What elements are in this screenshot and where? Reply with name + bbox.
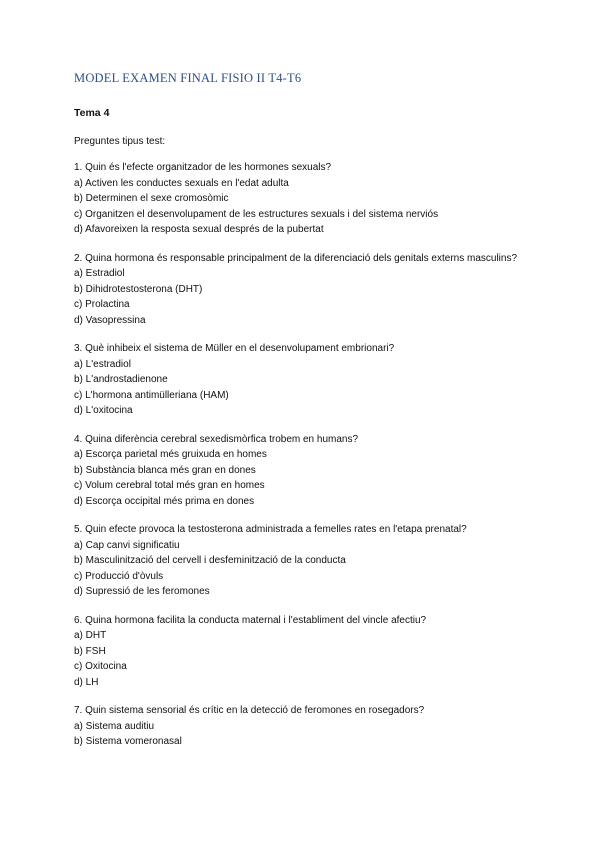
question-text: 2. Quina hormona és responsable principalment de la diferenciació dels genitals externs masculins? — [74, 252, 518, 264]
option-a: a) Activen les conductes sexuals en l'edat adulta — [74, 177, 289, 189]
option-d: d) Vasopressina — [74, 314, 146, 326]
question-list — [74, 160, 584, 763]
option-a: a) L'estradiol — [74, 358, 131, 370]
question-text: 1. Quin és l'efecte organitzador de les hormones sexuals? — [74, 162, 332, 173]
option-c: c) Producció d'òvuls — [74, 570, 164, 582]
question-4 — [74, 432, 584, 510]
option-d: d) L'oxitocina — [74, 405, 133, 416]
option-c: c) Oxitocina — [74, 661, 127, 672]
option-d: d) Escorça occipital més prima en dones — [74, 495, 255, 507]
question-7 — [74, 703, 584, 750]
option-b: b) Sistema vomeronasal — [74, 736, 182, 747]
option-a: a) Sistema auditiu — [74, 720, 155, 732]
intro-text: Preguntes tipus test: — [74, 136, 166, 147]
question-6 — [74, 613, 584, 691]
option-a: a) Escorça parietal més gruixuda en homes — [74, 449, 267, 460]
question-text: 5. Quin efecte provoca la testosterona administrada a femelles rates en l'etapa prenatal? — [74, 524, 467, 535]
option-b: b) Determinen el sexe cromosòmic — [74, 193, 229, 204]
option-b: b) Masculinització del cervell i desfeminització de la conducta — [74, 555, 346, 566]
option-c: c) L'hormona antimülleriana (HAM) — [74, 389, 229, 401]
option-b: b) FSH — [74, 645, 106, 657]
document-title: MODEL EXAMEN FINAL FISIO II T4-T6 — [74, 71, 302, 85]
question-3 — [74, 341, 584, 419]
question-2 — [74, 251, 584, 329]
option-b: b) L'androstadienone — [74, 374, 168, 385]
option-a: a) Estradiol — [74, 268, 125, 279]
option-c: c) Volum cerebral total més gran en homes — [74, 480, 265, 491]
option-a: a) Cap canvi significatiu — [74, 539, 180, 551]
option-a: a) DHT — [74, 630, 107, 641]
question-text: 4. Quina diferència cerebral sexedismòrfica trobem en humans? — [74, 433, 359, 445]
section-heading: Tema 4 — [74, 107, 110, 119]
option-b: b) Substància blanca més gran en dones — [74, 464, 256, 476]
question-5 — [74, 522, 584, 600]
option-d: d) LH — [74, 676, 99, 688]
option-c: c) Organitzen el desenvolupament de les estructures sexuals i del sistema nerviós — [74, 208, 439, 220]
option-b: b) Dihidrotestosterona (DHT) — [74, 283, 203, 295]
option-d: d) Supressió de les feromones — [74, 586, 210, 597]
question-1 — [74, 160, 584, 238]
question-text: 3. Què inhibeix el sistema de Müller en el desenvolupament embrionari? — [74, 343, 395, 354]
question-text: 6. Quina hormona facilita la conducta maternal i l'establiment del vincle afectiu? — [74, 614, 427, 626]
question-text: 7. Quin sistema sensorial és crític en la detecció de feromones en rosegadors? — [74, 705, 425, 716]
option-c: c) Prolactina — [74, 299, 130, 310]
option-d: d) Afavoreixen la resposta sexual després de la pubertat — [74, 224, 324, 235]
